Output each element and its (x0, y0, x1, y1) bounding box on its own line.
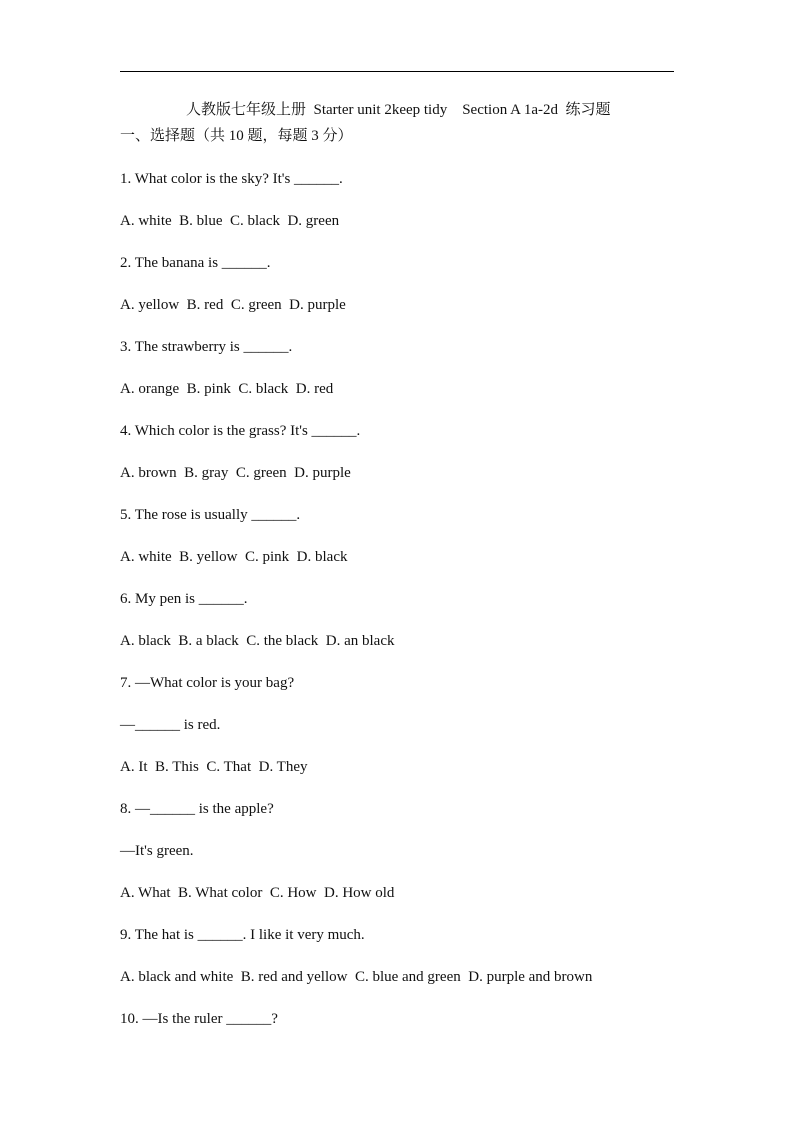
question-3-options: A. orange B. pink C. black D. red (120, 381, 334, 397)
question-8-reply: —It's green. (120, 843, 194, 859)
question-6-stem: 6. My pen is ______. (120, 591, 248, 607)
question-2-stem: 2. The banana is ______. (120, 255, 271, 271)
question-7-options: A. It B. This C. That D. They (120, 759, 308, 775)
question-6-options: A. black B. a black C. the black D. an black (120, 633, 395, 649)
question-4-options: A. brown B. gray C. green D. purple (120, 465, 351, 481)
question-10-stem: 10. —Is the ruler ______? (120, 1011, 278, 1027)
question-3-stem: 3. The strawberry is ______. (120, 339, 293, 355)
document-title: 人教版七年级上册 Starter unit 2keep tidy Section A 1a-2d 练习题 (186, 102, 611, 118)
header-rule (120, 71, 674, 72)
question-7-reply: —______ is red. (120, 717, 221, 733)
question-2-options: A. yellow B. red C. green D. purple (120, 297, 346, 313)
question-8-stem: 8. —______ is the apple? (120, 801, 274, 817)
question-8-options: A. What B. What color C. How D. How old (120, 885, 395, 901)
question-4-stem: 4. Which color is the grass? It's ______. (120, 423, 361, 439)
question-9-options: A. black and white B. red and yellow C. blue and green D. purple and brown (120, 969, 593, 985)
question-1-stem: 1. What color is the sky? It's ______. (120, 171, 343, 187)
question-5-options: A. white B. yellow C. pink D. black (120, 549, 348, 565)
question-5-stem: 5. The rose is usually ______. (120, 507, 301, 523)
question-9-stem: 9. The hat is ______. I like it very much. (120, 927, 365, 943)
question-1-options: A. white B. blue C. black D. green (120, 213, 340, 229)
question-7-stem: 7. —What color is your bag? (120, 675, 295, 691)
section-heading: 一、选择题（共 10 题，每题 3 分） (120, 128, 353, 144)
